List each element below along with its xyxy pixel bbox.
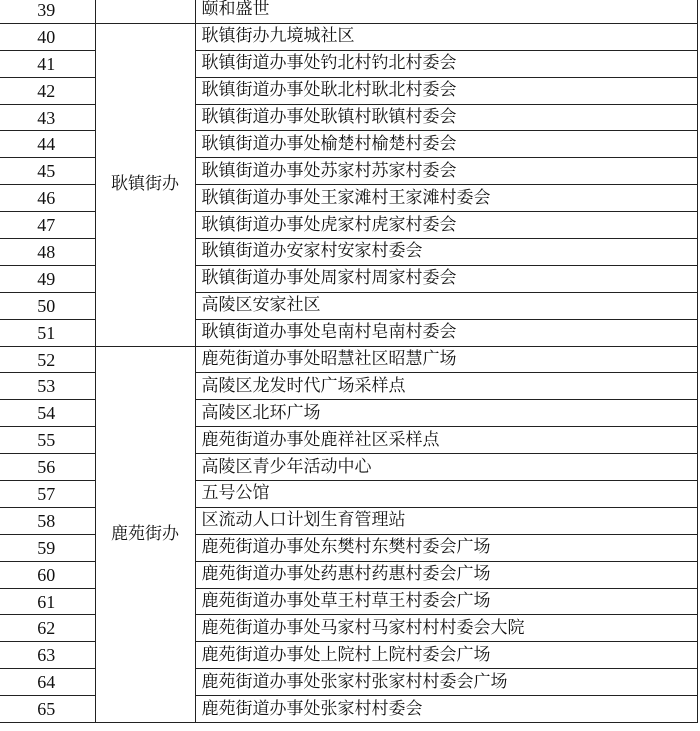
sampling-site-cell: 高陵区龙发时代广场采样点 [195,373,697,400]
row-number-cell: 57 [0,481,95,508]
row-number-cell: 59 [0,534,95,561]
sampling-site-cell: 耿镇街道办事处王家滩村王家滩村委会 [195,185,697,212]
district-cell: 鹿苑街办 [95,346,195,722]
sampling-site-cell: 鹿苑街道办事处张家村张家村村委会广场 [195,669,697,696]
sampling-site-cell: 耿镇街道办事处榆楚村榆楚村委会 [195,131,697,158]
sampling-site-cell: 鹿苑街道办事处鹿祥社区采样点 [195,427,697,454]
table-row [0,0,697,23]
row-number-cell: 49 [0,265,95,292]
row-number-cell: 40 [0,23,95,50]
sampling-site-cell: 鹿苑街道办事处马家村马家村村村委会大院 [195,615,697,642]
sampling-site-cell: 耿镇街道办事处苏家村苏家村委会 [195,158,697,185]
sampling-site-cell: 耿镇街办九境城社区 [195,23,697,50]
table-row [0,23,697,50]
row-number-cell: 61 [0,588,95,615]
row-number-cell: 65 [0,696,95,723]
sampling-site-cell: 鹿苑街道办事处上院村上院村委会广场 [195,642,697,669]
row-number-cell: 52 [0,346,95,373]
row-number-cell: 62 [0,615,95,642]
district-cell [95,0,195,23]
row-number-cell: 51 [0,319,95,346]
row-number-cell: 53 [0,373,95,400]
sampling-site-cell: 五号公馆 [195,481,697,508]
sampling-site-cell: 耿镇街道办事处虎家村虎家村委会 [195,212,697,239]
sampling-site-cell: 耿镇街道办事处耿北村耿北村委会 [195,77,697,104]
sampling-site-cell: 鹿苑街道办事处草王村草王村委会广场 [195,588,697,615]
row-number-cell: 64 [0,669,95,696]
row-number-cell: 45 [0,158,95,185]
sampling-site-cell: 耿镇街道办事处周家村周家村委会 [195,265,697,292]
sampling-site-cell: 耿镇街道办安家村安家村委会 [195,239,697,266]
sampling-site-cell: 耿镇街道办事处钓北村钓北村委会 [195,50,697,77]
sampling-site-cell: 颐和盛世 [195,0,697,23]
sampling-site-cell: 高陵区安家社区 [195,292,697,319]
row-number-cell: 48 [0,239,95,266]
row-number-cell: 56 [0,454,95,481]
sampling-site-cell: 鹿苑街道办事处东樊村东樊村委会广场 [195,534,697,561]
row-number-cell: 63 [0,642,95,669]
sampling-site-cell: 区流动人口计划生育管理站 [195,507,697,534]
row-number-cell: 43 [0,104,95,131]
sampling-site-cell: 鹿苑街道办事处药惠村药惠村委会广场 [195,561,697,588]
sampling-site-cell: 鹿苑街道办事处昭慧社区昭慧广场 [195,346,697,373]
row-number-cell: 41 [0,50,95,77]
sampling-site-cell: 高陵区青少年活动中心 [195,454,697,481]
district-cell: 耿镇街办 [95,23,195,346]
row-number-cell: 47 [0,212,95,239]
row-number-cell: 44 [0,131,95,158]
row-number-cell: 55 [0,427,95,454]
row-number-cell: 58 [0,507,95,534]
row-number-cell: 39 [0,0,95,23]
row-number-cell: 54 [0,400,95,427]
table-row [0,346,697,373]
row-number-cell: 46 [0,185,95,212]
sampling-site-cell: 鹿苑街道办事处张家村村委会 [195,696,697,723]
row-number-cell: 60 [0,561,95,588]
row-number-cell: 50 [0,292,95,319]
sampling-site-cell: 耿镇街道办事处皂南村皂南村委会 [195,319,697,346]
row-number-cell: 42 [0,77,95,104]
sampling-site-cell: 高陵区北环广场 [195,400,697,427]
sampling-site-cell: 耿镇街道办事处耿镇村耿镇村委会 [195,104,697,131]
